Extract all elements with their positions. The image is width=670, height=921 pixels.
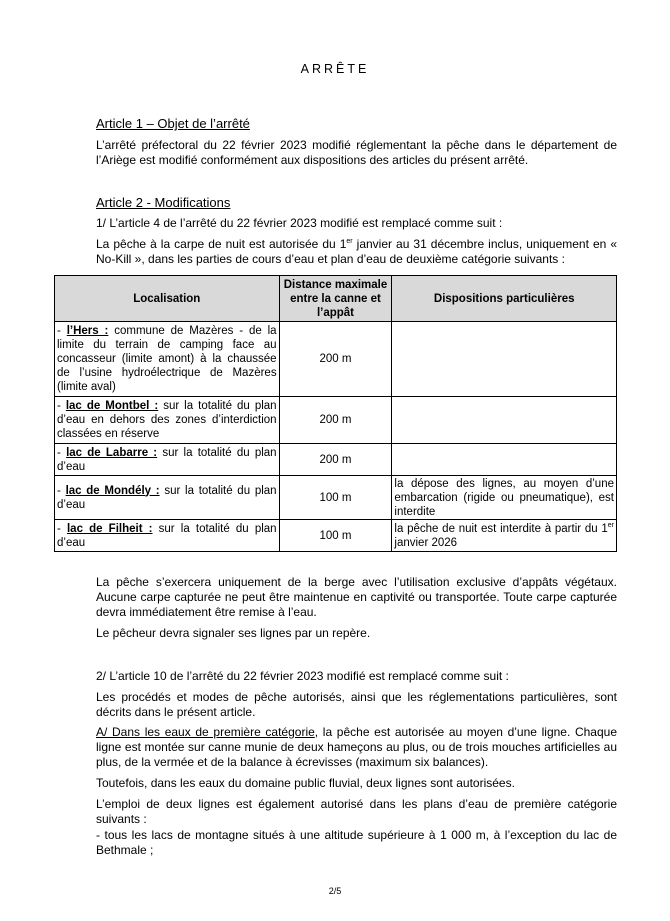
localisation-cell: - lac de Labarre : sur la totalité du plan d’eau [55,444,280,476]
table-row [55,322,617,397]
distance-cell: 200 m [279,444,392,476]
article-2-intro-1: 1/ L’article 4 de l’arrêté du 22 février 2023 modifié est remplacé comme suit : [96,216,503,230]
distance-cell: 200 m [279,322,392,397]
distance-cell: 100 m [279,520,392,552]
table-header-row [55,276,617,322]
article-2-heading: Article 2 - Modifications [96,195,231,210]
article-2-intro-2: 2/ L’article 10 de l’arrêté du 22 février 2023 modifié est remplacé comme suit : [96,669,509,683]
column-header-distance: Distance maximale entre la canne et l’appât [279,276,392,322]
table-row [55,397,617,444]
article-1-text: L’arrêté préfectoral du 22 février 2023 modifié réglementant la pêche dans le département de l’Ariège est modifié conformément aux dispositions des articles du présent arrêté. [96,138,617,167]
localisation-cell: - lac de Mondély : sur la totalité du plan d’eau [55,476,280,520]
page-title: ARRÊTE [300,62,370,76]
page-number: 2/5 [328,886,342,896]
table-row [55,520,617,552]
emploi-paragraph: L’emploi de deux lignes est également autorisé dans les plans d’eau de première catégorie suivants : [96,797,617,826]
procedes-paragraph: Les procédés et modes de pêche autorisés, ainsi que les réglementations particulières, sont décrits dans le présent article. [96,690,617,719]
table-row [55,444,617,476]
dispositions-cell: la dépose des lignes, au moyen d’une embarcation (rigide ou pneumatique), est interdite [392,476,617,520]
toutefois-paragraph: Toutefois, dans les eaux du domaine public fluvial, deux lignes sont autorisées. [96,776,515,790]
repere-paragraph: Le pêcheur devra signaler ses lignes par un repère. [96,626,371,640]
column-header-localisation: Localisation [55,276,280,322]
column-header-dispositions: Dispositions particulières [392,276,617,322]
localisation-cell: - l’Hers : commune de Mazères - de la limite du terrain de camping face au concasseur (limite amont) à la chaussée de l’usine hydroélectrique de Mazères (limite aval) [55,322,280,397]
first-category-paragraph: A/ Dans les eaux de première catégorie, la pêche est autorisée au moyen d’une ligne. Chaque ligne est montée sur canne munie de deux hameçons au plus, ou de trois mouches artificielles au plus, de la vermée et de la balance à écrevisses (maximum six balances). [96,725,618,769]
fishing-zones-table [54,275,617,552]
berge-paragraph: La pêche s’exercera uniquement de la berge avec l’utilisation exclusive d’appâts végétaux. Aucune carpe capturée ne peut être maintenue en captivité ou transportée. Toute carpe capturée devra immédiatement être remise à l’eau. [96,575,617,619]
article-1-heading: Article 1 – Objet de l’arrêté [96,116,250,131]
dispositions-cell: la pêche de nuit est interdite à partir du 1er janvier 2026 [392,520,617,552]
dispositions-cell [392,322,617,397]
lacs-montagne-item: - tous les lacs de montagne situés à une altitude supérieure à 1 000 m, à l’exception du lac de Bethmale ; [96,828,617,857]
dispositions-cell [392,444,617,476]
distance-cell: 100 m [279,476,392,520]
dispositions-cell [392,397,617,444]
localisation-cell: - lac de Montbel : sur la totalité du plan d’eau en dehors des zones d’interdiction classées en réserve [55,397,280,444]
table-row [55,476,617,520]
distance-cell: 200 m [279,397,392,444]
carpe-paragraph: La pêche à la carpe de nuit est autorisée du 1er janvier au 31 décembre inclus, uniquement en « No-Kill », dans les parties de cours d’eau et plan d’eau de deuxième catégorie suivants : [96,237,617,266]
localisation-cell: - lac de Filheit : sur la totalité du plan d’eau [55,520,280,552]
